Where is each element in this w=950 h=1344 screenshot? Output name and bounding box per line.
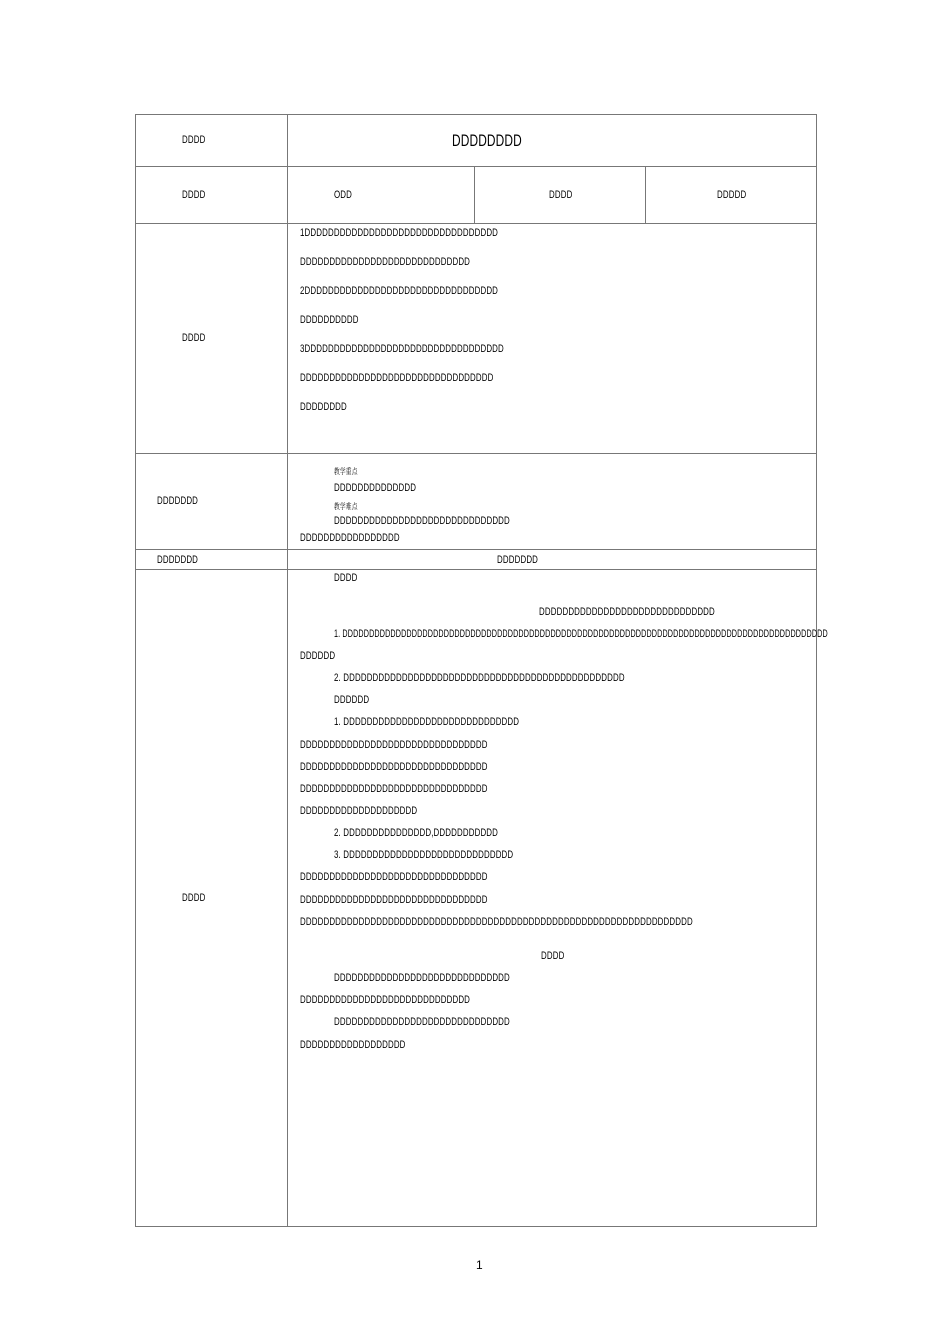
table-rule: [474, 166, 475, 223]
process-line: DDDD: [334, 572, 358, 584]
process-line: DDDDDDDDDDDDDDDDDDDDDDDDDDDDDD: [334, 1016, 510, 1028]
goals-line: DDDDDDDDDDDDDDDDDDDDDDDDDDDDDDDDD: [300, 372, 494, 384]
key-points-heading: 教学重点: [334, 467, 358, 476]
process-line: 2. DDDDDDDDDDDDDDDDDDDDDDDDDDDDDDDDDDDDDDDDDDDDDDDD: [334, 672, 625, 684]
goals-line: 1DDDDDDDDDDDDDDDDDDDDDDDDDDDDDDDDD: [300, 227, 499, 239]
page-title: DDDDDDDD: [452, 131, 522, 150]
process-label: DDDD: [182, 892, 206, 904]
table-rule: [135, 453, 817, 454]
process-line: DDDDDDDDDDDDDDDDDDDDDDDDDDDDDDDDDDDDDDDDDDDDDDDDDDDDDDDDDDDDDDDDDDD: [300, 916, 693, 928]
small-row-label: DDDDDDD: [157, 554, 199, 566]
table-rule: [135, 569, 817, 570]
goals-line: 2DDDDDDDDDDDDDDDDDDDDDDDDDDDDDDDDD: [300, 285, 499, 297]
process-line: DDDDDDDDDDDDDDDDDDDDDDDDDDDDDDDD: [300, 739, 488, 751]
process-line: DDDDDDDDDDDDDDDDDDDDDDDDDDDDDDDD: [300, 871, 488, 883]
process-line: DDDDDDDDDDDDDDDDDDDD: [300, 805, 418, 817]
goals-line: 3DDDDDDDDDDDDDDDDDDDDDDDDDDDDDDDDDD: [300, 343, 504, 355]
table-rule: [287, 114, 288, 1227]
table-rule: [135, 549, 817, 550]
table-rule: [135, 223, 817, 224]
key-points-text: DDDDDDDDDDDDDD: [334, 482, 417, 494]
process-line: DDDDDD: [300, 650, 336, 662]
table-rule: [135, 166, 817, 167]
keypoints-extra-text: DDDDDDDDDDDDDDDDD: [300, 532, 400, 544]
lesson-plan-table: [135, 114, 817, 1227]
keypoints-label: DDDDDDD: [157, 495, 199, 507]
difficulty-heading: 教学难点: [334, 502, 358, 511]
small-row-center: DDDDDDD: [497, 554, 539, 566]
process-line: 3. DDDDDDDDDDDDDDDDDDDDDDDDDDDDD: [334, 849, 514, 861]
process-line: DDDDDDDDDDDDDDDDDDDDDDDDDDDDDD: [539, 606, 715, 618]
process-line: DDDDDDDDDDDDDDDDDDDDDDDDDDDDDD: [334, 972, 510, 984]
process-line: DDDDDDDDDDDDDDDDDDDDDDDDDDDDDDDD: [300, 894, 488, 906]
process-line: DDDDDDDDDDDDDDDDDDDDDDDDDDDDDDDD: [300, 783, 488, 795]
page-number: 1: [476, 1258, 483, 1272]
goals-line: DDDDDDDDDDDDDDDDDDDDDDDDDDDDD: [300, 256, 471, 268]
process-line: 1. DDDDDDDDDDDDDDDDDDDDDDDDDDDDDDDDDDDDDDDDDDDDDDDDDDDDDDDDDDDDDDDDDDDDDDDDDDDDDDDDDDDDDDDDDDD: [334, 628, 828, 640]
header-cell-b: DDDD: [549, 189, 573, 201]
goals-label: DDDD: [182, 332, 206, 344]
goals-line: DDDDDDDDDD: [300, 314, 359, 326]
process-line: DDDDDDDDDDDDDDDDDDDDDDDDDDDDD: [300, 994, 471, 1006]
process-line: 1. DDDDDDDDDDDDDDDDDDDDDDDDDDDDDD: [334, 716, 520, 728]
header-cell-a: ODD: [334, 189, 353, 201]
header-cell-c: DDDDD: [717, 189, 747, 201]
process-line: DDDDDDDDDDDDDDDDDDDDDDDDDDDDDDDD: [300, 761, 488, 773]
header-label-1: DDDD: [182, 134, 206, 146]
header-label-2: DDDD: [182, 189, 206, 201]
process-line: DDDDDD: [334, 694, 370, 706]
process-line: DDDDDDDDDDDDDDDDDD: [300, 1039, 406, 1051]
process-line: 2. DDDDDDDDDDDDDDD,DDDDDDDDDDD: [334, 827, 499, 839]
goals-line: DDDDDDDD: [300, 401, 347, 413]
table-rule: [645, 166, 646, 223]
difficulty-text: DDDDDDDDDDDDDDDDDDDDDDDDDDDDDD: [334, 515, 510, 527]
process-line: DDDD: [541, 950, 565, 962]
